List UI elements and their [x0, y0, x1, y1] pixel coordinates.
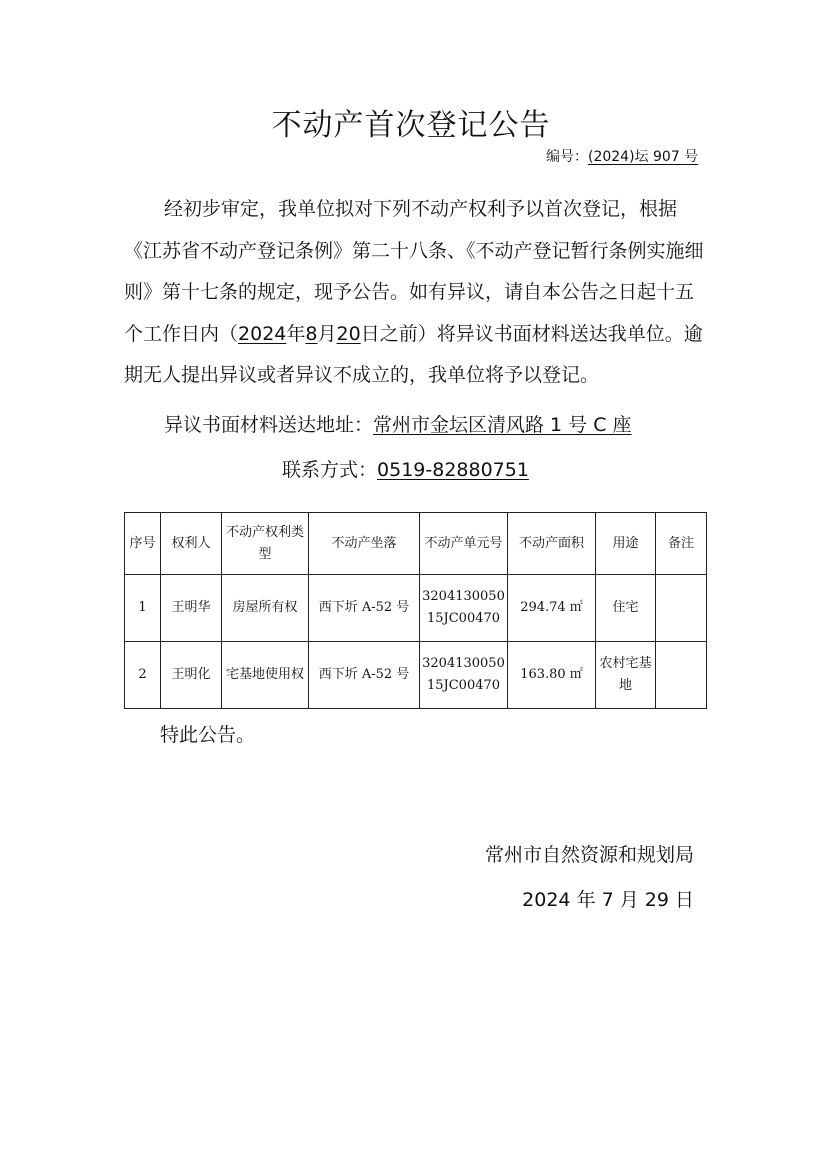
document-number-value: (2024)坛 907 号 — [588, 149, 699, 165]
cell-right-type: 宅基地使用权 — [222, 642, 309, 709]
cell-use: 住宅 — [596, 575, 656, 642]
month-unit: 月 — [317, 322, 337, 345]
deadline-day: 20 — [336, 322, 361, 345]
table-row — [125, 575, 707, 642]
cell-unit-number: 320413005015JC00470 — [420, 575, 508, 642]
contact-label: 联系方式： — [282, 459, 378, 481]
contact-info — [282, 455, 529, 482]
objection-address-label: 异议书面材料送达地址： — [164, 414, 374, 436]
cell-location: 西下圻 A-52 号 — [309, 642, 420, 709]
issuing-authority: 常州市自然资源和规划局 — [484, 844, 694, 866]
registration-table — [124, 512, 707, 709]
objection-address-value: 常州市金坛区清风路 1 号 C 座 — [373, 414, 632, 436]
body-text-after-deadline: 日之前）将异议书面材料送达我单位。逾期无人提出异议或者异议不成立的，我单位将予以登记。 — [124, 322, 703, 386]
issue-date: 2024 年 7 月 29 日 — [522, 889, 694, 911]
cell-remark — [656, 575, 707, 642]
header-serial-no: 序号 — [125, 513, 161, 575]
cell-location: 西下圻 A-52 号 — [309, 575, 420, 642]
document-number-label: 编号： — [546, 149, 588, 165]
table-header-row — [125, 513, 707, 575]
notice-title: 不动产首次登记公告 — [271, 108, 551, 143]
cell-remark — [656, 642, 707, 709]
body-text-before-deadline: 经初步审定，我单位拟对下列不动产权利予以首次登记，根据《江苏省不动产登记条例》第二十八条、《不动产登记暂行条例实施细则》第十七条的规定，现予公告。如有异议，请自本公告之日起十五个工作日内（ — [124, 198, 704, 345]
header-use: 用途 — [596, 513, 656, 575]
cell-serial-no: 1 — [125, 575, 161, 642]
header-remark: 备注 — [656, 513, 707, 575]
header-right-type: 不动产权利类型 — [222, 513, 309, 575]
cell-area: 294.74 ㎡ — [508, 575, 596, 642]
header-unit-number: 不动产单元号 — [420, 513, 508, 575]
year-unit: 年 — [286, 322, 306, 345]
cell-right-type: 房屋所有权 — [222, 575, 309, 642]
closing-statement: 特此公告。 — [160, 724, 256, 746]
cell-area: 163.80 ㎡ — [508, 642, 596, 709]
cell-right-holder: 王明华 — [161, 575, 222, 642]
header-area: 不动产面积 — [508, 513, 596, 575]
cell-right-holder: 王明化 — [161, 642, 222, 709]
cell-unit-number: 320413005015JC00470 — [420, 642, 508, 709]
header-right-holder: 权利人 — [161, 513, 222, 575]
cell-use: 农村宅基地 — [596, 642, 656, 709]
deadline-year: 2024 — [238, 322, 287, 345]
notice-body-paragraph — [124, 189, 706, 397]
table-row — [125, 642, 707, 709]
contact-phone: 0519-82880751 — [377, 459, 529, 481]
document-number — [546, 146, 698, 166]
deadline-month: 8 — [305, 322, 318, 345]
header-location: 不动产坐落 — [309, 513, 420, 575]
cell-serial-no: 2 — [125, 642, 161, 709]
objection-address — [164, 410, 632, 437]
